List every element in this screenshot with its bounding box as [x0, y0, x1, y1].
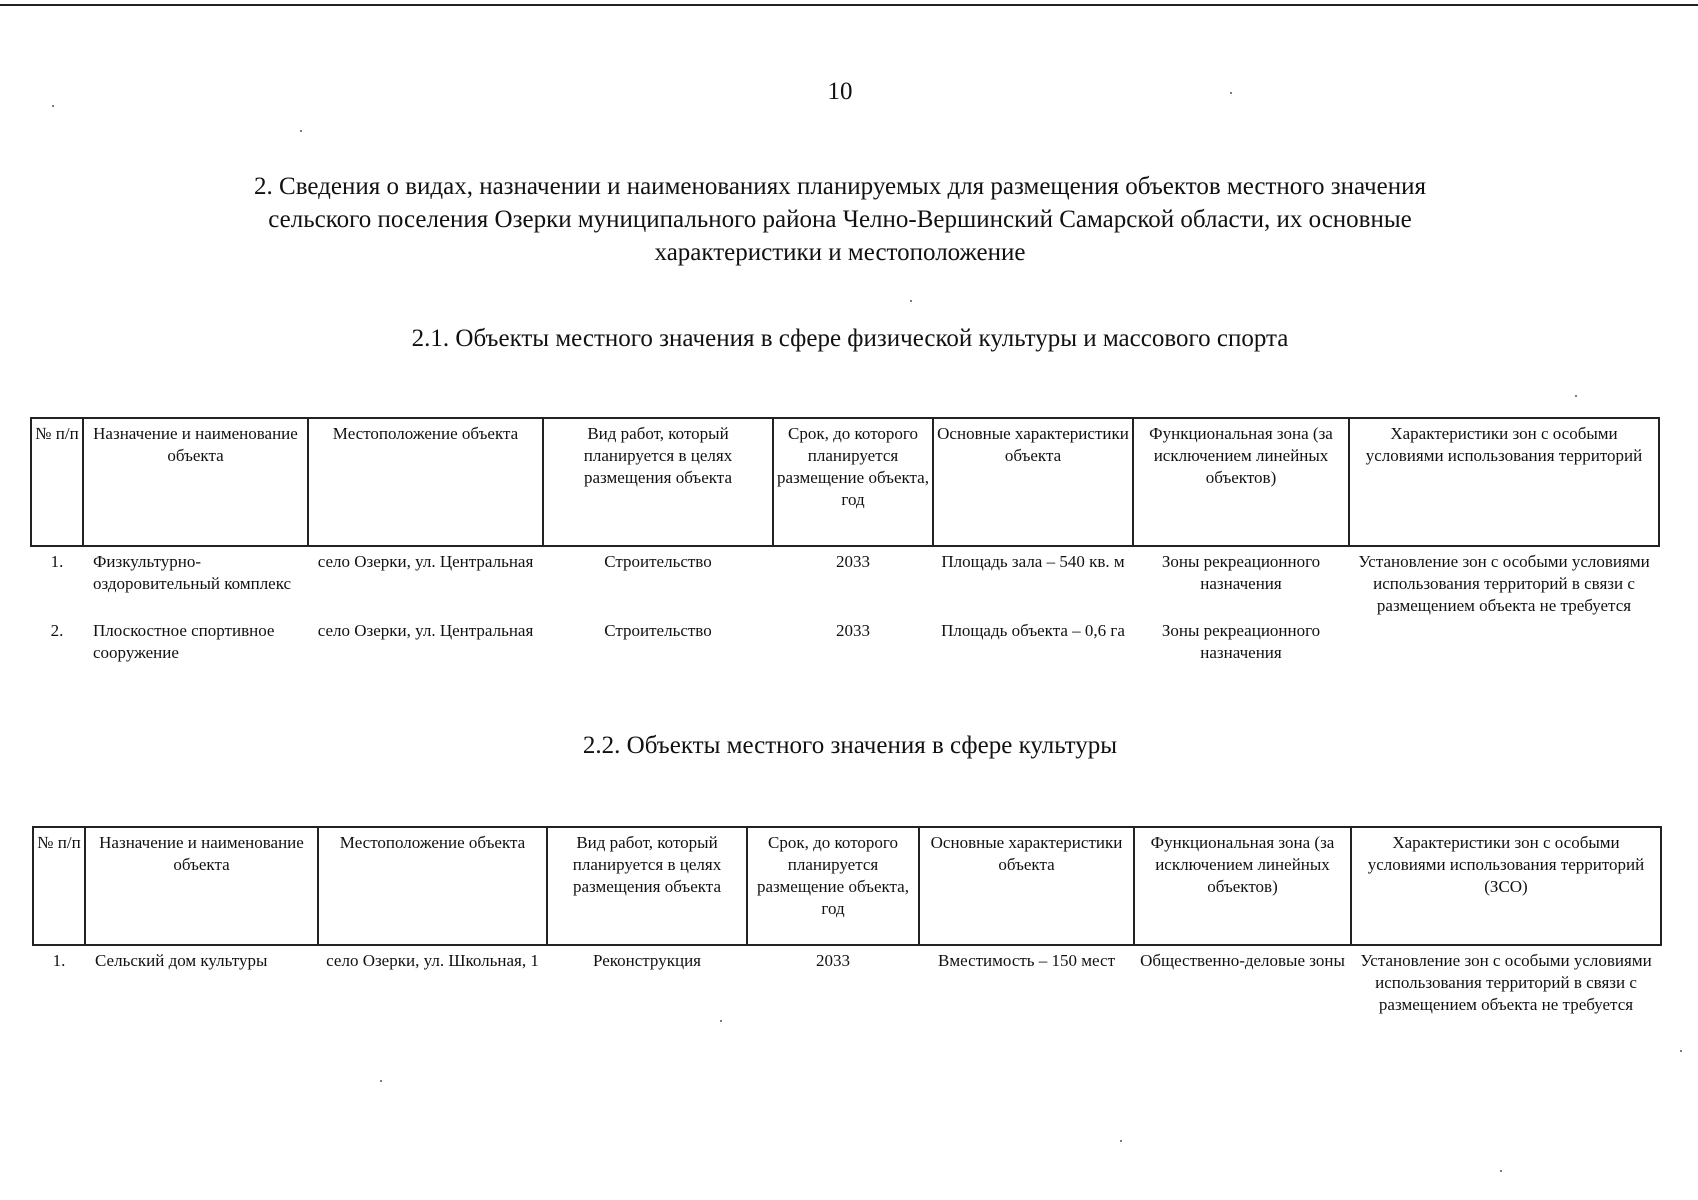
scan-speck — [1680, 1050, 1682, 1052]
scan-speck — [1120, 1140, 1122, 1142]
row-zone: Зоны рекреационного назначения — [1161, 621, 1321, 662]
row-zone: Общественно-деловые зоны — [1140, 951, 1345, 970]
header-zone: Функциональная зона (за исключением линейных объектов) — [1133, 418, 1349, 546]
header-special-zones: Характеристики зон с особыми условиями использования территорий (ЗСО) — [1351, 827, 1661, 945]
heading-line-2: сельского поселения Озерки муниципального района Челно-Вершинский Самарской области, их основные — [268, 206, 1412, 233]
header-location: Местоположение объекта — [318, 827, 547, 945]
row-location: село Озерки, ул. Центральная — [317, 621, 534, 640]
row-deadline: 2033 — [836, 621, 870, 640]
table-row — [33, 945, 1661, 1055]
row-special-zones: Установление зон с особыми условиями использования территорий в связи с размещением объекта не требуется — [1360, 951, 1652, 1014]
header-num: № п/п — [31, 418, 83, 546]
scan-speck — [910, 300, 912, 302]
row-name: Сельский дом культуры — [95, 951, 268, 970]
row-location: село Озерки, ул. Школьная, 1 — [326, 951, 539, 970]
header-deadline: Срок, до которого планируется размещение объекта, год — [773, 418, 933, 546]
scan-speck — [1230, 92, 1232, 94]
special-zones-note: Установление зон с особыми условиями использования территорий в связи с размещением объекта не требуется — [1358, 552, 1650, 615]
heading-line-1: 2. Сведения о видах, назначении и наименованиях планируемых для размещения объектов местного значения — [254, 173, 1426, 200]
section-1-heading: 2.1. Объекты местного значения в сфере физической культуры и массового спорта — [411, 325, 1289, 352]
row-name: Плоскостное спортивное сооружение — [93, 621, 275, 662]
header-deadline: Срок, до которого планируется размещение объекта, год — [747, 827, 919, 945]
row-work: Строительство — [604, 552, 712, 571]
section-2-heading: 2.2. Объекты местного значения в сфере культуры — [582, 732, 1118, 759]
header-name: Назначение и наименование объекта — [85, 827, 318, 945]
row-deadline: 2033 — [836, 552, 870, 571]
header-characteristics: Основные характеристики объекта — [919, 827, 1134, 945]
row-characteristics: Вместимость – 150 мест — [938, 951, 1115, 970]
header-name: Назначение и наименование объекта — [83, 418, 308, 546]
culture-objects-table — [32, 826, 1662, 1055]
row-work: Строительство — [604, 621, 712, 640]
row-work: Реконструкция — [592, 951, 701, 970]
page-number: 10 — [827, 78, 853, 105]
row-characteristics: Площадь зала – 540 кв. м — [941, 552, 1125, 571]
header-zone: Функциональная зона (за исключением линейных объектов) — [1134, 827, 1351, 945]
header-work: Вид работ, который планируется в целях размещения объекта — [547, 827, 747, 945]
row-num: 1. — [50, 552, 64, 571]
header-characteristics: Основные характеристики объекта — [933, 418, 1133, 546]
document-heading — [170, 170, 1510, 269]
heading-line-3: характеристики и местоположение — [654, 239, 1026, 266]
row-name: Физкультурно-оздоровительный комплекс — [93, 552, 292, 593]
header-location: Местоположение объекта — [308, 418, 543, 546]
row-characteristics: Площадь объекта – 0,6 га — [941, 621, 1125, 640]
scan-speck — [300, 130, 302, 132]
table-header-row — [33, 827, 1661, 945]
header-special-zones: Характеристики зон с особыми условиями использования территорий — [1349, 418, 1659, 546]
header-work: Вид работ, который планируется в целях размещения объекта — [543, 418, 773, 546]
scan-speck — [52, 105, 54, 107]
row-num: 2. — [50, 621, 64, 640]
row-num: 1. — [52, 951, 66, 970]
scan-speck — [1500, 1170, 1502, 1172]
row-zone: Зоны рекреационного назначения — [1161, 552, 1321, 593]
header-num: № п/п — [33, 827, 85, 945]
top-rule — [0, 4, 1698, 6]
row-deadline: 2033 — [816, 951, 850, 970]
sport-objects-table — [30, 417, 1660, 686]
scan-speck — [720, 1020, 722, 1022]
scan-speck — [380, 1080, 382, 1082]
table-header-row — [31, 418, 1659, 546]
row-location: село Озерки, ул. Центральная — [317, 552, 534, 571]
scan-speck — [1575, 395, 1577, 397]
table-row — [31, 546, 1659, 616]
